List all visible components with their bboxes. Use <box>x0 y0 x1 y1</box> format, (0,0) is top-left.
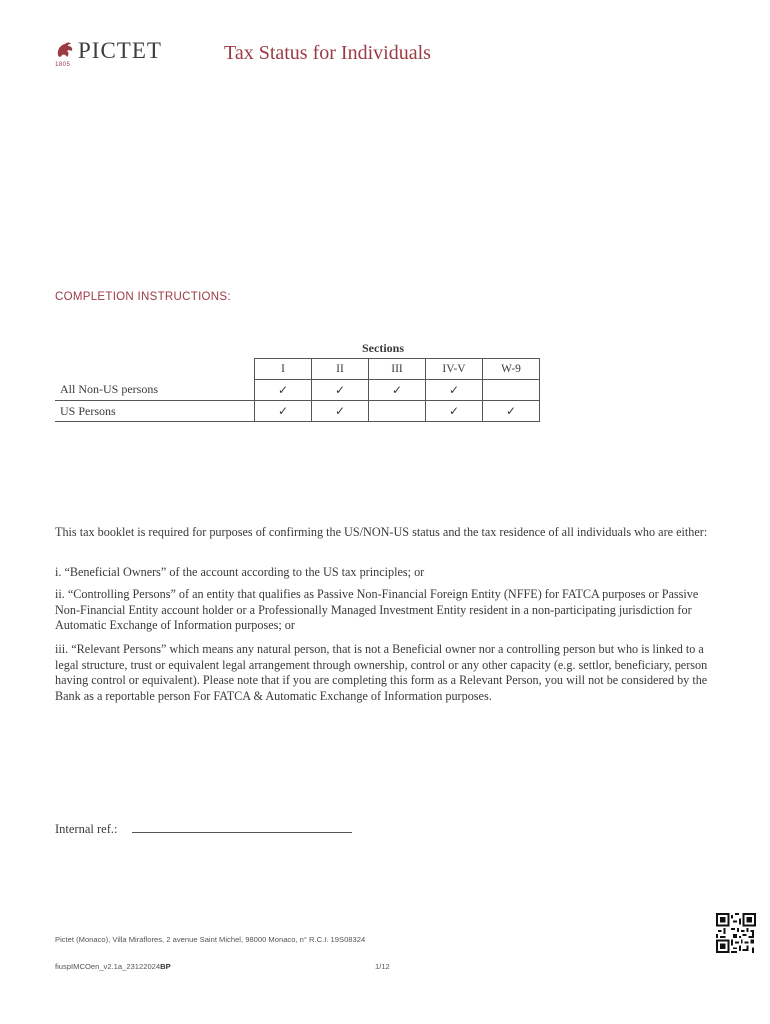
item-iii-paragraph: iii. “Relevant Persons” which means any natural person, that is not a Beneficial owner nor a controlling person but who is linked to a legal structure, trust or equivalent legal arrangement through ownership, control or any other capacity (e.g. settlor, beneficiary, person having control or equivalent). Please note that if you are completing this form as a Relevant Person, you will not be considered by the Bank as a reportable person For FATCA & Automatic Exchange of Information purposes. <box>55 642 708 703</box>
row-label: US Persons <box>55 401 255 422</box>
qr-code-icon <box>716 913 756 953</box>
internal-ref-field[interactable] <box>132 832 352 833</box>
sections-table <box>55 358 540 422</box>
table-row <box>55 401 540 422</box>
document-code <box>55 962 171 971</box>
empty-cell <box>483 380 540 401</box>
table-header-row <box>55 359 540 380</box>
check-icon: ✓ <box>483 401 540 422</box>
document-code-suffix: BP <box>160 962 171 971</box>
check-icon: ✓ <box>312 380 369 401</box>
column-header: W-9 <box>483 359 540 380</box>
column-header: I <box>255 359 312 380</box>
column-header: II <box>312 359 369 380</box>
pictet-logo-icon <box>54 39 76 61</box>
check-icon: ✓ <box>312 401 369 422</box>
instructions-heading: COMPLETION INSTRUCTIONS: <box>55 291 231 303</box>
footer-address: Pictet (Monaco), Villa Miraflores, 2 avenue Saint Michel, 98000 Monaco, n° R.C.I. 19S08324 <box>55 935 366 944</box>
intro-paragraph: This tax booklet is required for purposes of confirming the US/NON-US status and the tax residence of all individuals who are either: <box>55 525 708 539</box>
table-header-blank <box>55 359 255 380</box>
internal-ref-label: Internal ref.: <box>55 822 118 836</box>
check-icon: ✓ <box>255 401 312 422</box>
check-icon: ✓ <box>255 380 312 401</box>
sections-caption: Sections <box>362 341 404 355</box>
item-i-paragraph: i. “Beneficial Owners” of the account according to the US tax principles; or <box>55 565 425 579</box>
page-title: Tax Status for Individuals <box>224 42 431 64</box>
document-code-text: fiuspIMCOen_v2.1a_23122024 <box>55 962 161 971</box>
brand-name: PICTET <box>78 38 162 63</box>
brand-year: 1805 <box>55 62 71 68</box>
empty-cell <box>369 401 426 422</box>
page-number: 1/12 <box>375 962 390 971</box>
check-icon: ✓ <box>426 401 483 422</box>
column-header: III <box>369 359 426 380</box>
check-icon: ✓ <box>426 380 483 401</box>
table-row <box>55 380 540 401</box>
column-header: IV-V <box>426 359 483 380</box>
item-ii-paragraph: ii. “Controlling Persons” of an entity that qualifies as Passive Non-Financial Foreign Entity (NFFE) for FATCA purposes or Passive Non-Financial Entity account holder or a Professionally Managed Investment Entity resident in a non-participating jurisdiction for Automatic Exchange of Information purposes; or <box>55 587 699 633</box>
check-icon: ✓ <box>369 380 426 401</box>
pictet-logo <box>52 38 182 70</box>
row-label: All Non-US persons <box>55 380 255 401</box>
